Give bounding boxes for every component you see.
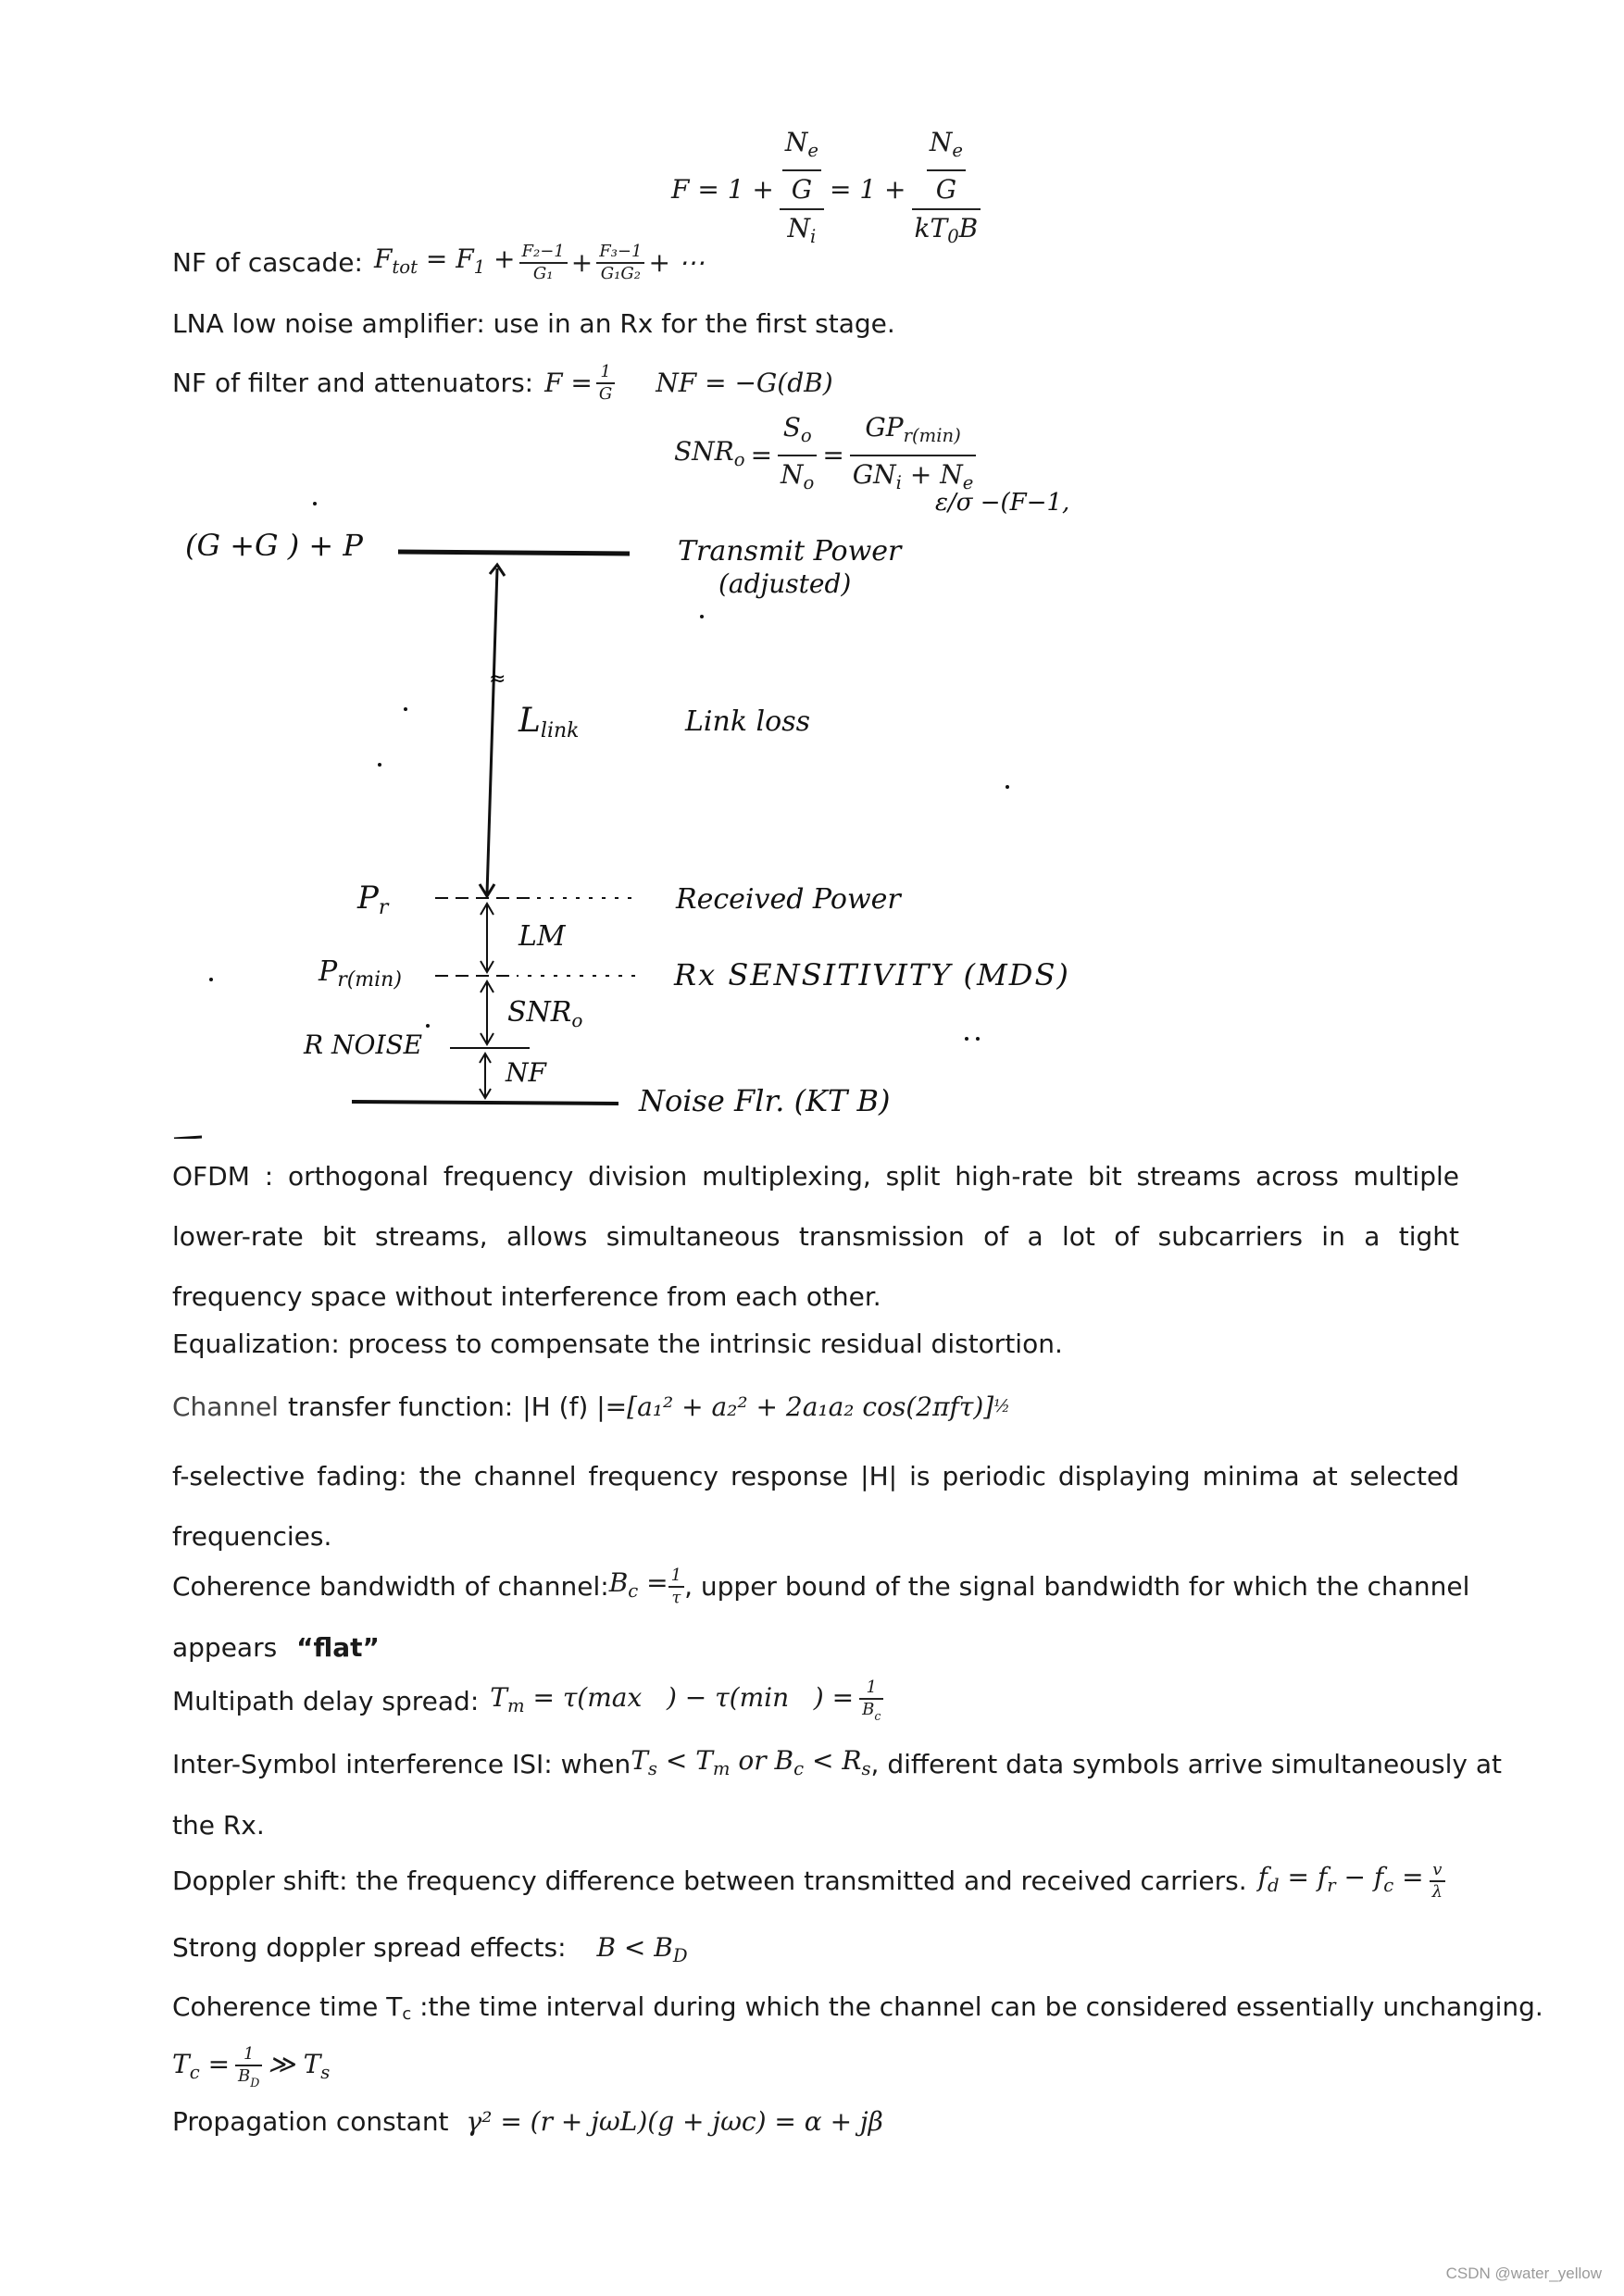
nf-cascade-label: NF of cascade: — [172, 247, 363, 278]
svg-text:≈: ≈ — [489, 668, 506, 691]
isi-line-2: the Rx. — [172, 1810, 265, 1841]
csdn-watermark: CSDN @water_yellow — [1445, 2265, 1602, 2282]
lna-line: LNA low noise amplifier: use in an Rx for the first stage. — [172, 308, 895, 339]
l-link-label: $L_{link}$ — [518, 702, 580, 742]
cascade-fraction-1: $\frac{\text{F₂−1}}{\text{G₁}}$ — [519, 242, 568, 284]
multipath-fraction: $\frac{1}{B_c}$ — [859, 1678, 883, 1727]
lm-label: LM — [518, 920, 566, 953]
tc-fraction: $\frac{1}{B_D}$ — [235, 2044, 262, 2093]
pr-label: $P_r$ — [357, 880, 389, 919]
multipath-line: Multipath delay spread: $T_m = \tau(\max$ ) − τ(min ) = $\frac{1}{B_c}$ — [172, 1676, 883, 1728]
adjusted-label: (adjusted) — [718, 568, 852, 599]
coherence-bw-fraction: $\frac{1}{\tau}$ — [668, 1566, 684, 1608]
filter-fraction: $\frac{1}{G}$ — [596, 362, 615, 405]
nf-filter-line: NF of filter and attenuators: F = $\frac{1}{G}$ NF = −G(dB) — [172, 362, 833, 404]
doppler-line: Doppler shift: the frequency difference between transmitted and received carriers. $f_d = f_r - f_c$ = $\frac{v}{\lambda}$ — [172, 1855, 1445, 1907]
rx-noise-label: R NOISE — [304, 1029, 423, 1060]
nf-cascade-line: NF of cascade: $F_{tot} = F_1$ + $\frac{\text{F₂−1}}{\text{G₁}}$ + $\frac{\text{F₃−1}}{\text{G₁G₂}}$ + ⋯ — [172, 242, 705, 283]
tc-formula: $T_c$ = $\frac{1}{B_D}$ ≫ $T_s$ — [172, 2042, 330, 2094]
nf-diagram-label: NF — [506, 1057, 546, 1088]
cascade-fraction-2: $\frac{\text{F₃−1}}{\text{G₁G₂}}$ — [596, 242, 644, 284]
snr-fraction-1: $\frac{S_o}{N_o}$ — [778, 409, 817, 502]
snr-formula: $SNR_o$ = $\frac{S_o}{N_o}$ = $\frac{GP_{r(min)}}{GN_i + N_e}$ — [674, 418, 976, 493]
link-loss-label: Link loss — [685, 705, 810, 738]
diagram-scribble-top: ε/σ −(F−1, — [935, 489, 1070, 517]
coherence-bw-line: Coherence bandwidth of channel: $B_c$ = $\frac{1}{\tau}$ , upper bound of the signal bandwidth for which the channel — [172, 1566, 1470, 1607]
strong-doppler-line: Strong doppler spread effects: $B < B_D$ — [172, 1932, 688, 1966]
noise-factor-formula — [671, 127, 981, 247]
channel-tf-line: Channel transfer function: |H (f) |= [a₁² + a₂² + 2a₁a₂ cos(2πfτ)] ½ — [172, 1391, 1010, 1422]
transmit-power-label: Transmit Power — [678, 535, 902, 568]
nf-mid: = 1 + — [829, 174, 906, 205]
propagation-line: Propagation constant γ² = (r + jωL)(g + jωc) = α + jβ — [172, 2106, 883, 2137]
coherence-time-line: Coherence time $T_c$ :the time interval during which the channel can be considered essentially unchanging. — [172, 1991, 1543, 2024]
noise-floor-label: Noise Flr. (KT B) — [639, 1083, 891, 1118]
doppler-fraction: $\frac{v}{\lambda}$ — [1430, 1860, 1445, 1903]
diagram-left-top-label: (G +G ) + P — [185, 528, 363, 563]
rx-sensitivity-label: Rx SENSITIVITY (MDS) — [674, 957, 1070, 992]
snr-fraction-2: $\frac{GP_{r(min)}}{GN_i + N_e}$ — [850, 409, 977, 502]
link-budget-diagram — [0, 491, 1624, 1139]
nf-fraction-2: $\frac{\frac{N_e}{G}}{kT_0B}$ — [912, 124, 981, 256]
fselective-paragraph: f-selective fading: the channel frequency response |H| is periodic displaying minima at selected frequencies. — [172, 1461, 1459, 1552]
isi-line: Inter-Symbol interference ISI: when $T_s < T_m$ or $B_c < R_s$ , different data symbols arrive simultaneously at — [172, 1744, 1503, 1779]
ofdm-paragraph: OFDM : orthogonal frequency division multiplexing, split high-rate bit streams across multiple lower-rate bit streams, allows simultaneous transmission of a lot of subcarriers in a tight frequency space without interference from each other. — [172, 1161, 1459, 1312]
received-power-label: Received Power — [676, 883, 901, 916]
pr-min-label: $P_{r(min)}$ — [319, 955, 402, 992]
equalization-line: Equalization: process to compensate the intrinsic residual distortion. — [172, 1329, 1063, 1359]
snr-diagram-label: $SNR_o$ — [507, 996, 583, 1031]
coherence-bw-line-2: appears “flat” — [172, 1632, 380, 1663]
nf-lhs: F = 1 + — [671, 174, 774, 205]
nf-fraction-1: $\frac{\frac{N_e}{G}}{N_i}$ — [780, 124, 824, 256]
